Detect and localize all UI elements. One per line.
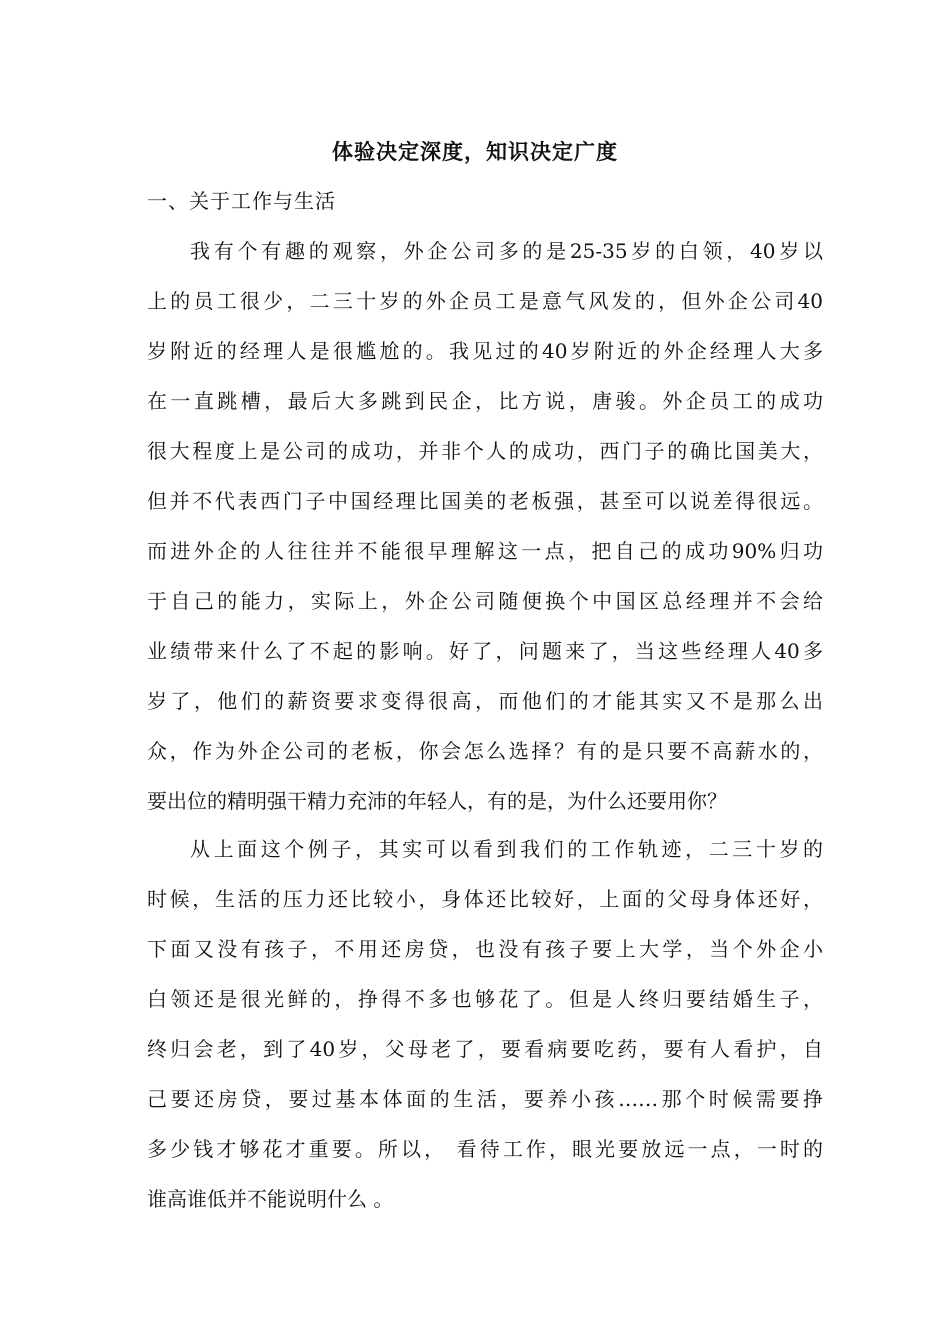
paragraph-1-line: 上的员工很少，二三十岁的外企员工是意气风发的，但外企公司40 xyxy=(147,289,823,313)
paragraph-2-line: 己要还房贷，要过基本体面的生活，要养小孩……那个时候需要挣 xyxy=(147,1087,823,1111)
document-title: 体验决定深度，知识决定广度 xyxy=(332,139,618,164)
paragraph-2-line: 谁高谁低并不能说明什么 。 xyxy=(147,1187,394,1211)
paragraph-1-line: 我有个有趣的观察，外企公司多的是25-35岁的白领，40岁以 xyxy=(190,239,823,263)
paragraph-1-line: 于自己的能力，实际上，外企公司随便换个中国区总经理并不会给 xyxy=(147,589,823,613)
paragraph-1-line: 业绩带来什么了不起的影响。好了，问题来了，当这些经理人40多 xyxy=(147,639,823,663)
paragraph-1-line: 但并不代表西门子中国经理比国美的老板强，甚至可以说差得很远。 xyxy=(147,489,823,513)
paragraph-1-line: 在一直跳槽，最后大多跳到民企，比方说，唐骏。外企员工的成功 xyxy=(147,389,823,413)
paragraph-2-line: 多少钱才够花才重要。所以， 看待工作，眼光要放远一点，一时的 xyxy=(147,1137,823,1161)
paragraph-1-line: 要出位的精明强干精力充沛的年轻人，有的是，为什么还要用你？ xyxy=(147,789,727,813)
paragraph-2-line: 时候，生活的压力还比较小，身体还比较好，上面的父母身体还好， xyxy=(147,887,823,911)
paragraph-1-line: 岁了，他们的薪资要求变得很高，而他们的才能其实又不是那么出 xyxy=(147,689,823,713)
paragraph-2-line: 从上面这个例子，其实可以看到我们的工作轨迹，二三十岁的 xyxy=(190,837,823,861)
paragraph-1-line: 众，作为外企公司的老板，你会怎么选择？有的是只要不高薪水的， xyxy=(147,739,823,763)
paragraph-2-line: 白领还是很光鲜的，挣得不多也够花了。但是人终归要结婚生子， xyxy=(147,987,823,1011)
paragraph-1-line: 而进外企的人往往并不能很早理解这一点，把自己的成功90%归功 xyxy=(147,539,823,563)
section-heading: 一、关于工作与生活 xyxy=(147,189,336,213)
paragraph-2-line: 终归会老，到了40岁，父母老了，要看病要吃药，要有人看护，自 xyxy=(147,1037,823,1061)
paragraph-2-line: 下面又没有孩子，不用还房贷，也没有孩子要上大学，当个外企小 xyxy=(147,937,823,961)
paragraph-1-line: 岁附近的经理人是很尴尬的。我见过的40岁附近的外企经理人大多 xyxy=(147,339,823,363)
paragraph-1-line: 很大程度上是公司的成功，并非个人的成功，西门子的确比国美大， xyxy=(147,439,823,463)
